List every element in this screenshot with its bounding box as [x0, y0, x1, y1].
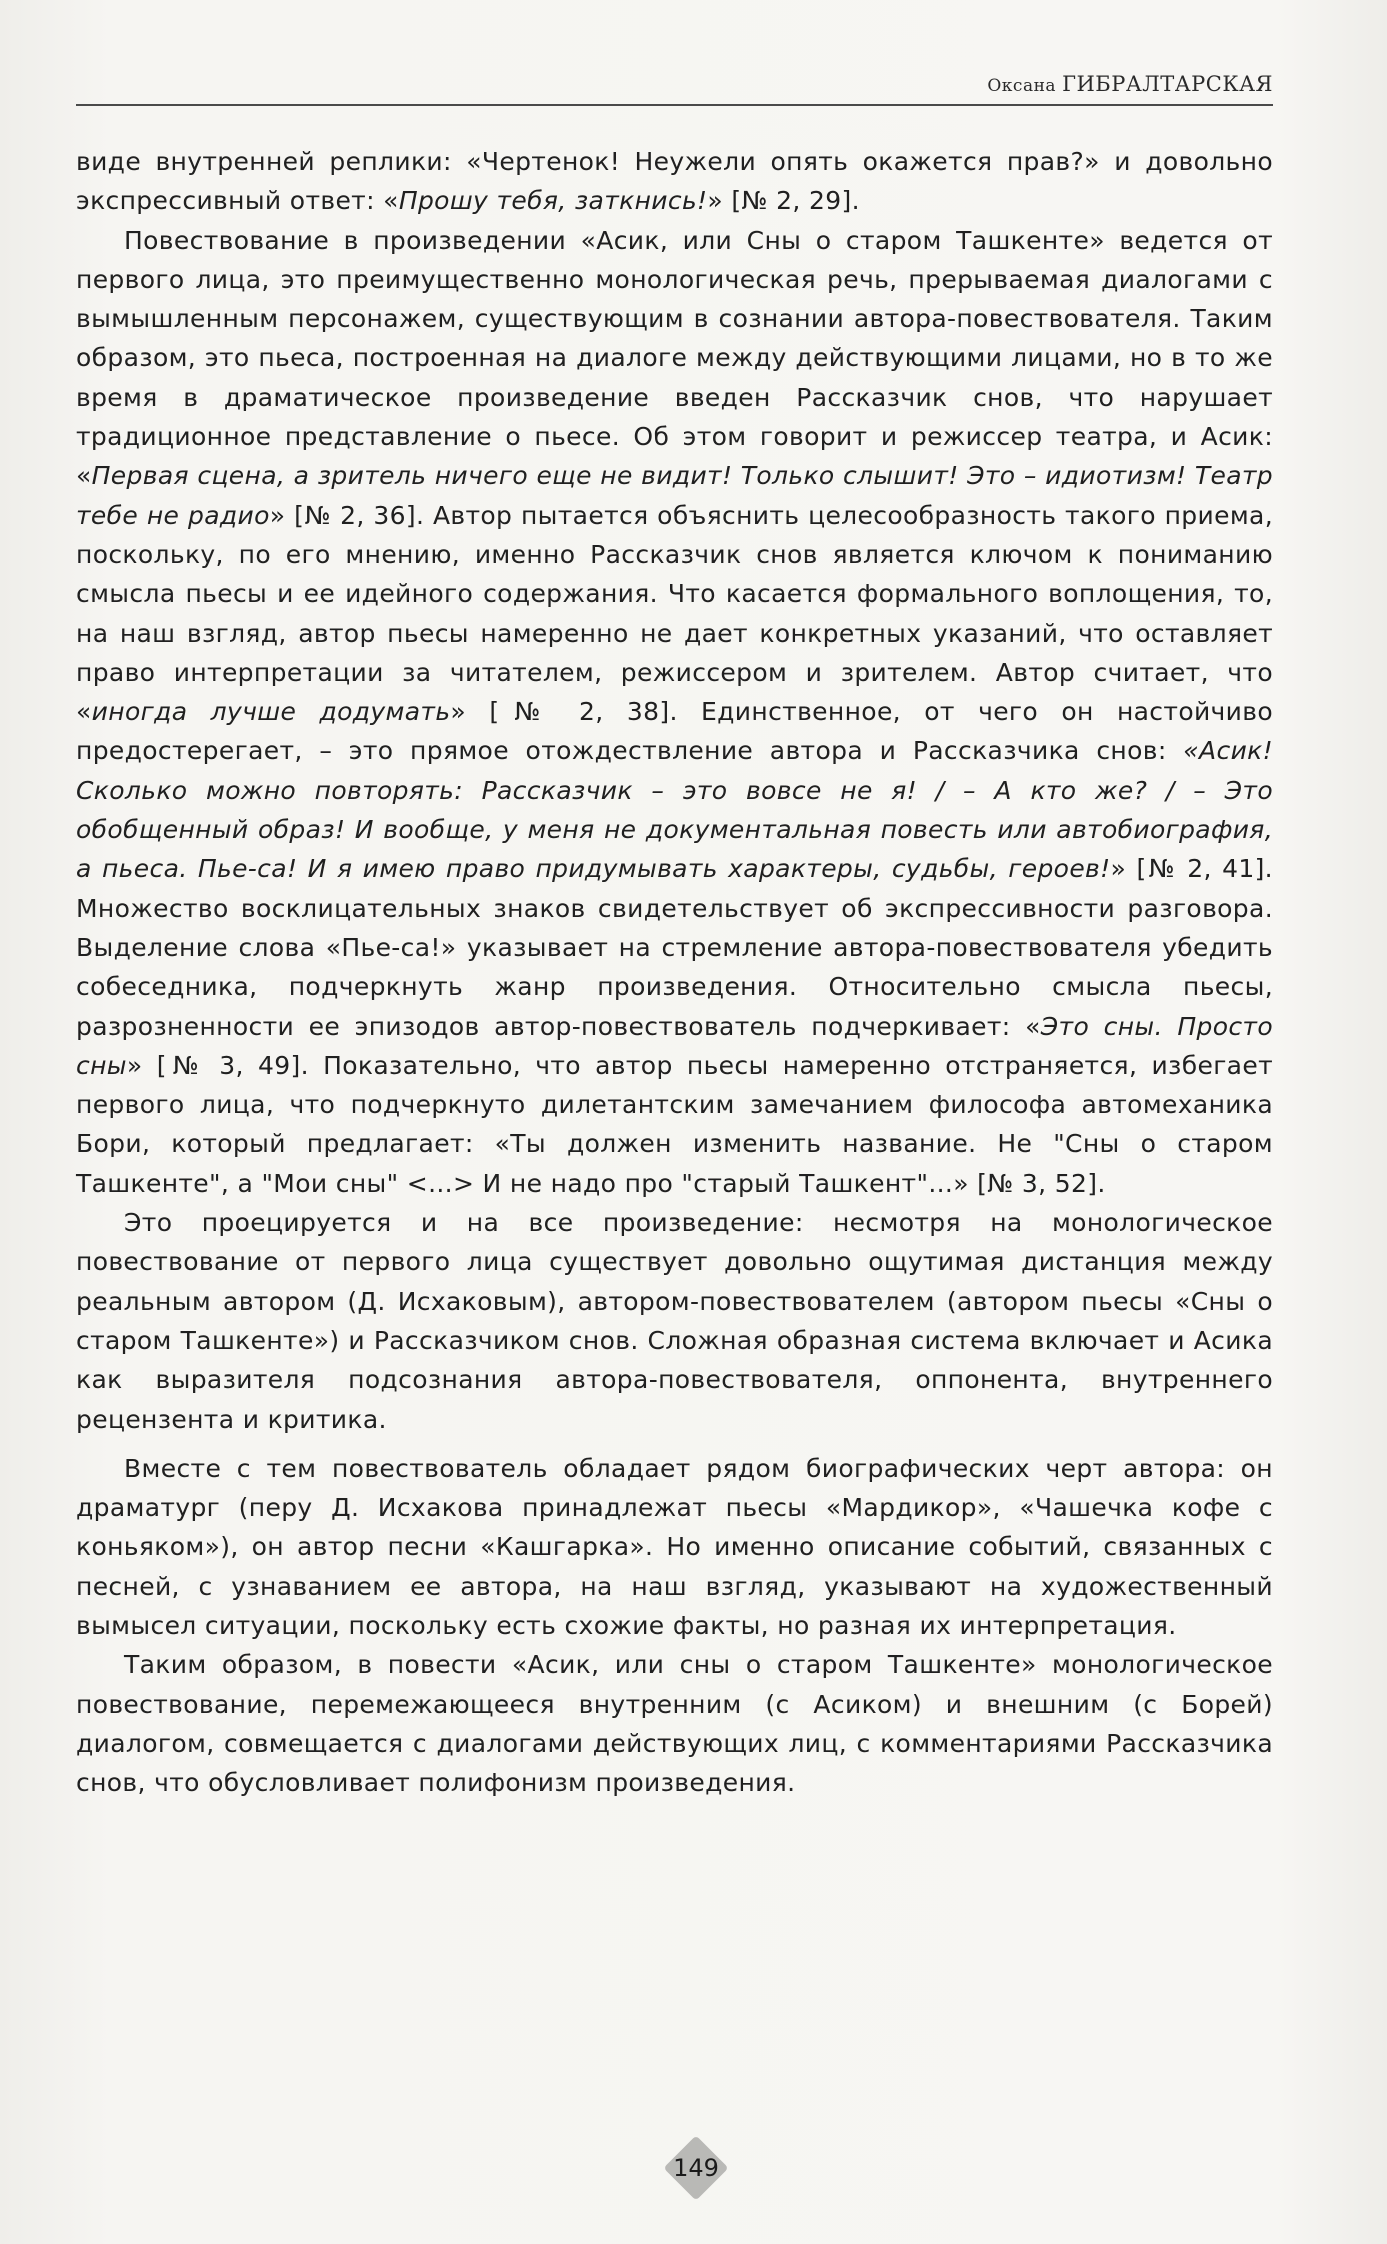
paragraph-2-text-e: » [№ 3, 49]. Показательно, что автор пьесы намеренно отстраняется, избегает первого лица, что подчеркнуто дилетантским замечанием философа автомеханика Бори, который предлагает: «Ты должен изменить название. Не "Сны о старом Ташкенте", а "Мои сны" <...> И не надо про "старый Ташкент"...» [№ 3, 52]. — [76, 1050, 1273, 1198]
header-divider — [76, 104, 1273, 106]
paragraph-5: Таким образом, в повести «Асик, или сны о старом Ташкенте» монологическое повествование, перемежающееся внутренним (с Асиком) и внешним (с Борей) диалогом, совмещается с диалогами действующих лиц, с комментариями Рассказчика снов, что обусловливает полифонизм произведения. — [76, 1650, 1273, 1798]
paragraph-2-text-a: Повествование в произведении «Асик, или Сны о старом Ташкенте» ведется от первого лица, это преимущественно монологическая речь, прерываемая диалогами с вымышленным персонажем, существующим в сознании автора-повествователя. Таким образом, это пьеса, построенная на диалоге между действующими лицами, но в то же время в драматическое произведение введен Рассказчик снов, что нарушает традиционное представление о пьесе. Об этом говорит и режиссер театра, и Асик: « — [76, 225, 1273, 491]
paragraph-3: Это проецируется и на все произведение: несмотря на монологическое повествование от первого лица существует довольно ощутимая дистанция между реальным автором (Д. Исхаковым), автором-повествователем (автором пьесы «Сны о старом Ташкенте») и Рассказчиком снов. Сложная образная система включает и Асика как выразителя подсознания автора-повествователя, оппонента, внутреннего рецензента и критика. — [76, 1208, 1273, 1434]
header-author — [987, 72, 1273, 96]
article-body — [76, 142, 1273, 1802]
page-number-badge — [666, 2144, 726, 2192]
paragraph-1 — [76, 142, 1273, 221]
paragraph-2-quote-d: Это сны. Просто сны — [76, 1011, 1273, 1080]
paragraph-1-quote: Прошу тебя, заткнись! — [398, 186, 708, 216]
paragraph-2-text-c: » [№ 2, 38]. Единственное, от чего он настойчиво предостерегает, – это прямое отождествление автора и Рассказчика снов: — [76, 697, 1274, 766]
paragraph-2-text-d: » [№ 2, 41]. Множество восклицательных знаков свидетельствует об экспрессивности разговора. Выделение слова «Пье-са!» указывает на стремление автора-повествователя убедить собеседника, подчеркнуть жанр произведения. Относительно смысла пьесы, разрозненности ее эпизодов автор-повествователь подчеркивает: « — [76, 854, 1273, 1041]
paragraph-2-quote-a: Первая сцена, а зритель ничего еще не видит! Только слышит! Это – идиотизм! Театр тебе не радио — [76, 461, 1273, 530]
paragraph-1-citation: » [№ 2, 29]. — [707, 186, 860, 216]
header-author-last-name: ГИБРАЛТАРСКАЯ — [1062, 72, 1273, 96]
paragraph-2-quote-b: иногда лучше додумать — [91, 697, 451, 727]
header-author-first-name: Оксана — [987, 76, 1057, 96]
paragraph-4: Вместе с тем повествователь обладает рядом биографических черт автора: он драматург (перу Д. Исхакова принадлежат пьесы «Мардикор», «Чашечка кофе с коньяком»), он автор песни «Кашгарка». Но именно описание событий, связанных с песней, с узнаванием ее автора, на наш взгляд, указывают на художественный вымысел ситуации, поскольку есть схожие факты, но разная их интерпретация. — [76, 1453, 1273, 1640]
running-header — [76, 66, 1273, 106]
paragraph-2-text-b: » [№ 2, 36]. Автор пытается объяснить целесообразность такого приема, поскольку, по его мнению, именно Рассказчик снов является ключом к пониманию смысла пьесы и ее идейного содержания. Что касается формального воплощения, то, на наш взгляд, автор пьесы намеренно не дает конкретных указаний, что оставляет право интерпретации за читателем, режиссером и зрителем. Автор считает, что « — [76, 500, 1273, 727]
paragraph-2-quote-c: «Асик! Сколько можно повторять: Рассказчик – это вовсе не я! / – А кто же? / – Это обобщенный образ! И вообще, у меня не документальная повесть или автобиография, а пьеса. Пье-са! И я имею право придумывать характеры, судьбы, героев! — [76, 736, 1273, 884]
paragraph-1-text: виде внутренней реплики: «Чертенок! Неужели опять окажется прав?» и довольно экспрессивный ответ: « — [76, 147, 1273, 216]
page-number: 149 — [673, 2154, 719, 2182]
paragraph-2 — [76, 221, 1273, 1203]
